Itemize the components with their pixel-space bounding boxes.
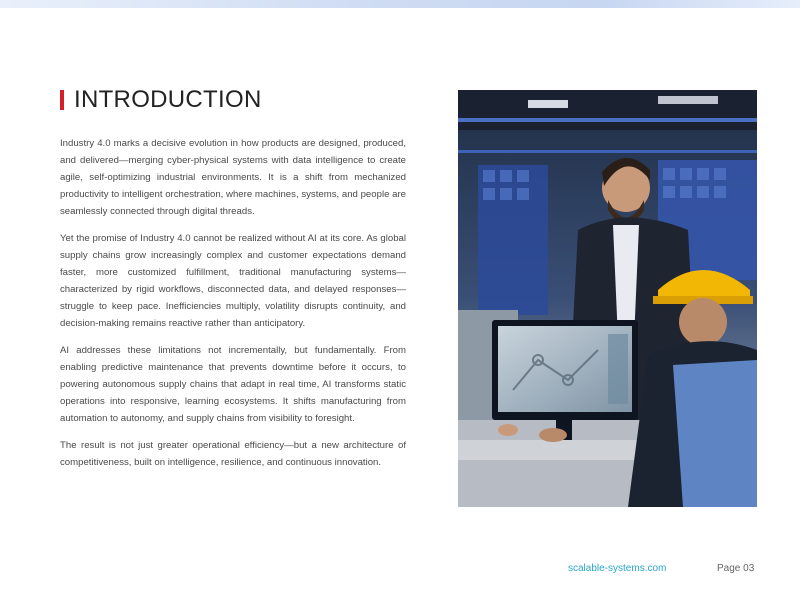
factory-photo xyxy=(458,90,757,507)
page-number: Page 03 xyxy=(717,563,755,574)
paragraph-4: The result is not just greater operational efficiency—but a new architecture of competitiveness, built on intelligence, resilience, and continuous innovation. xyxy=(60,440,406,468)
page-title: INTRODUCTION xyxy=(74,86,262,113)
paragraph-2: Yet the promise of Industry 4.0 cannot be realized without AI at its core. As global supply chains grow increasingly complex and customer expectations demand faster, more customized fulfillment, traditional manufacturing systems—characterized by rigid workflows, disconnected data, and delayed responses—struggle to keep pace. Inefficiencies multiply, volatility disrupts continuity, and decision-making remains reactive rather than anticipatory. xyxy=(60,233,406,329)
paragraph-1: Industry 4.0 marks a decisive evolution in how products are designed, produced, and delivered—merging cyber-physical systems with data intelligence to create agile, self-optimizing industrial environments. It is a shift from mechanized productivity to intelligent orchestration, where machines, systems, and people are seamlessly connected through digital threads. xyxy=(60,138,406,217)
heading-accent-bar xyxy=(60,90,64,110)
paragraph-3: AI addresses these limitations not incrementally, but fundamentally. From enabling predictive maintenance that prevents downtime before it occurs, to powering autonomous supply chains that adapt in real time, AI transforms static operations into responsive, learning ecosystems. It shifts manufacturing from automation to autonomy, and supply chains from visibility to foresight. xyxy=(60,345,406,424)
section-heading xyxy=(60,86,262,114)
footer-website-link[interactable]: scalable-systems.com xyxy=(568,563,667,574)
factory-illustration xyxy=(458,90,757,507)
top-gradient-band xyxy=(0,0,800,8)
body-text xyxy=(60,135,406,481)
